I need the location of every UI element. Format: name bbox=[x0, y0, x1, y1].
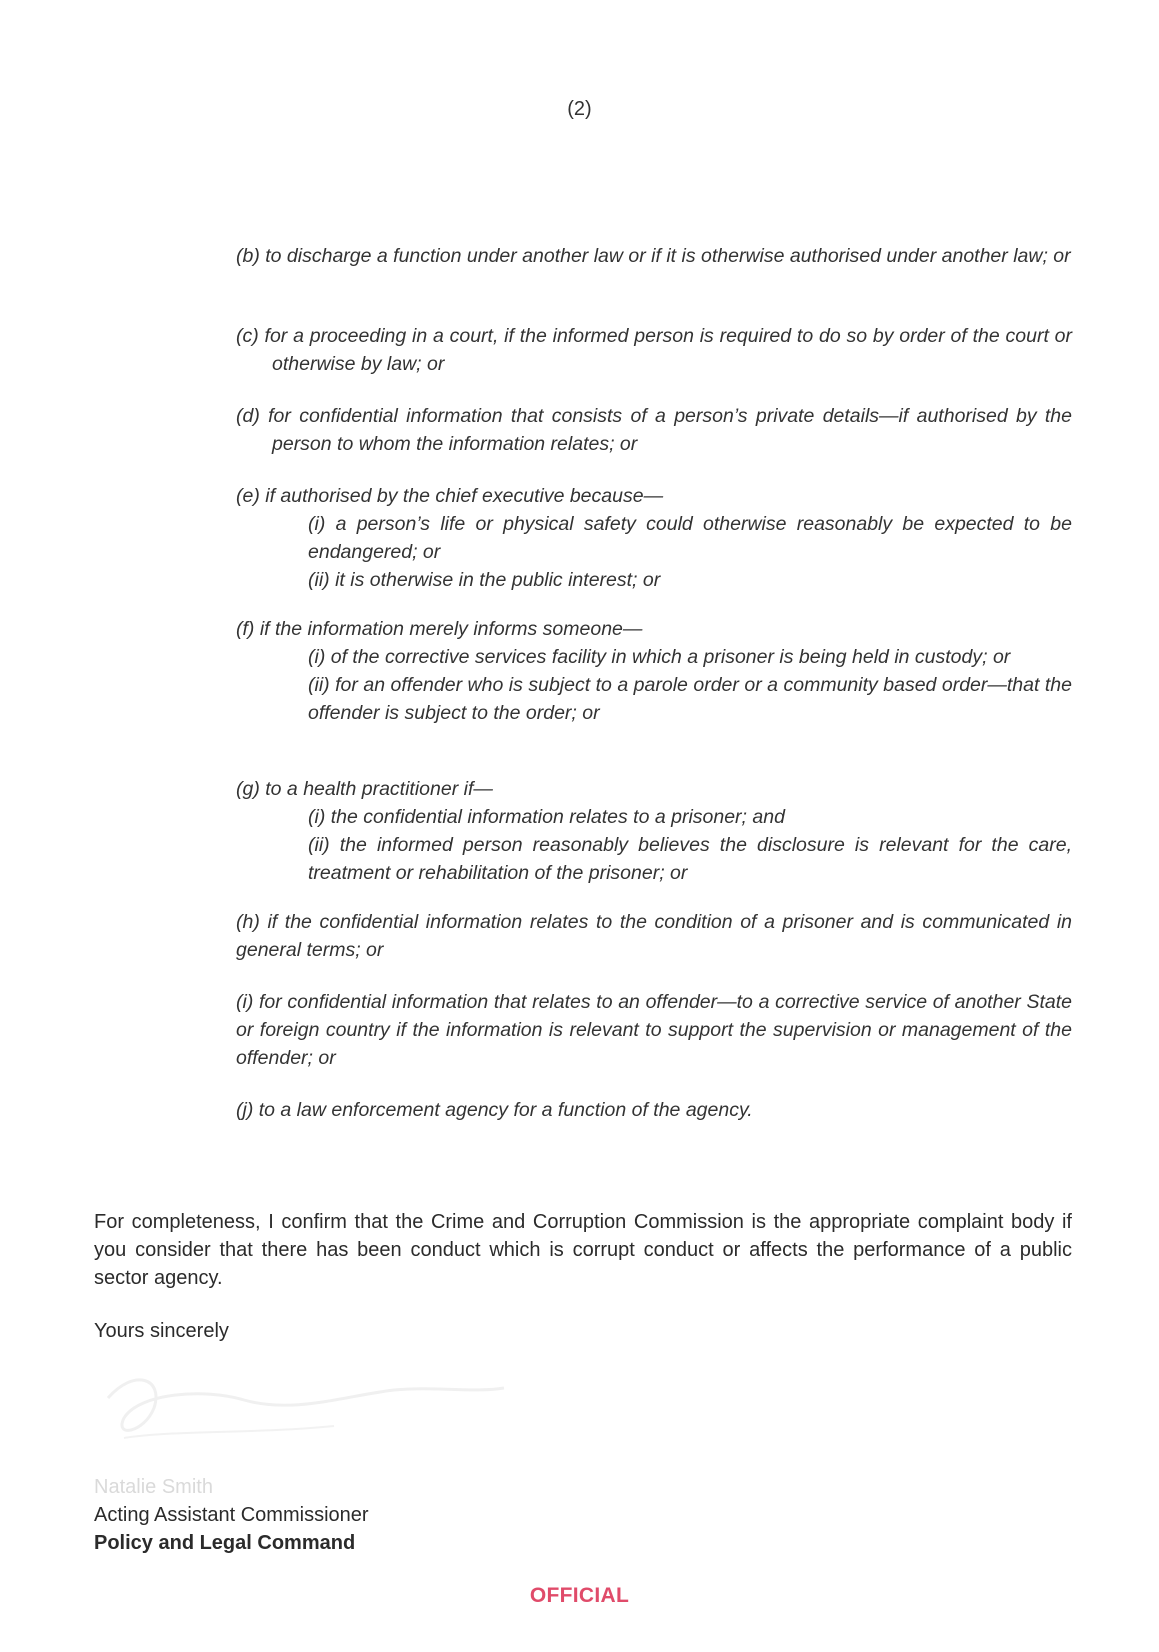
clause-f-sub-ii: (ii) for an offender who is subject to a parole order or a community based order—that the offender is subject to the order; or bbox=[308, 674, 1072, 724]
signature-image bbox=[94, 1338, 514, 1488]
clause-j bbox=[236, 1096, 1072, 1124]
clause-e-sub-i: (i) a person’s life or physical safety could otherwise reasonably be expected to be endangered; or bbox=[308, 513, 1072, 563]
page-number: (2) bbox=[567, 98, 592, 120]
signatory-name: Natalie Smith bbox=[94, 1476, 213, 1498]
clause-b bbox=[236, 242, 1072, 270]
clause-d bbox=[236, 402, 1072, 458]
clause-g-sub-i: (i) the confidential information relates to a prisoner; and bbox=[308, 806, 785, 828]
clause-e bbox=[236, 482, 1072, 594]
closing-paragraph: For completeness, I confirm that the Crime and Corruption Commission is the appropriate complaint body if you consider that there has been conduct which is corrupt conduct or affects the performance of a public sector agency. bbox=[94, 1211, 1072, 1289]
signatory-unit: Policy and Legal Command bbox=[94, 1532, 356, 1554]
clause-g-sub-ii: (ii) the informed person reasonably believes the disclosure is relevant for the care, treatment or rehabilitation of the prisoner; or bbox=[308, 834, 1072, 884]
clause-f bbox=[236, 615, 1072, 727]
clause-i-text: (i) for confidential information that relates to an offender—to a corrective service of another State or foreign country if the information is relevant to support the supervision or management of the offender; or bbox=[236, 991, 1072, 1069]
classification-marking: OFFICIAL bbox=[529, 1584, 630, 1607]
clause-e-lead: (e) if authorised by the chief executive because— bbox=[236, 485, 664, 507]
clause-e-sub-ii: (ii) it is otherwise in the public interest; or bbox=[308, 569, 661, 591]
clause-d-text: (d) for confidential information that consists of a person’s private details—if authorised by the person to whom the information relates; or bbox=[236, 405, 1072, 455]
clause-f-sub-i: (i) of the corrective services facility in which a prisoner is being held in custody; or bbox=[308, 646, 1011, 668]
clause-g-lead: (g) to a health practitioner if— bbox=[236, 778, 493, 800]
clause-c-text: (c) for a proceeding in a court, if the informed person is required to do so by order of the court or otherwise by law; or bbox=[236, 325, 1072, 375]
clause-h bbox=[236, 908, 1072, 964]
clause-b-text: (b) to discharge a function under another law or if it is otherwise authorised under another law; or bbox=[236, 245, 1071, 267]
clause-f-lead: (f) if the information merely informs someone— bbox=[236, 618, 643, 640]
clause-h-text: (h) if the confidential information relates to the condition of a prisoner and is communicated in general terms; or bbox=[236, 911, 1072, 961]
clause-c bbox=[236, 322, 1072, 378]
clause-i bbox=[236, 988, 1072, 1072]
clause-j-text: (j) to a law enforcement agency for a function of the agency. bbox=[236, 1099, 753, 1121]
signatory-position: Acting Assistant Commissioner bbox=[94, 1504, 369, 1526]
clause-g bbox=[236, 775, 1072, 887]
salutation: Yours sincerely bbox=[94, 1320, 229, 1342]
